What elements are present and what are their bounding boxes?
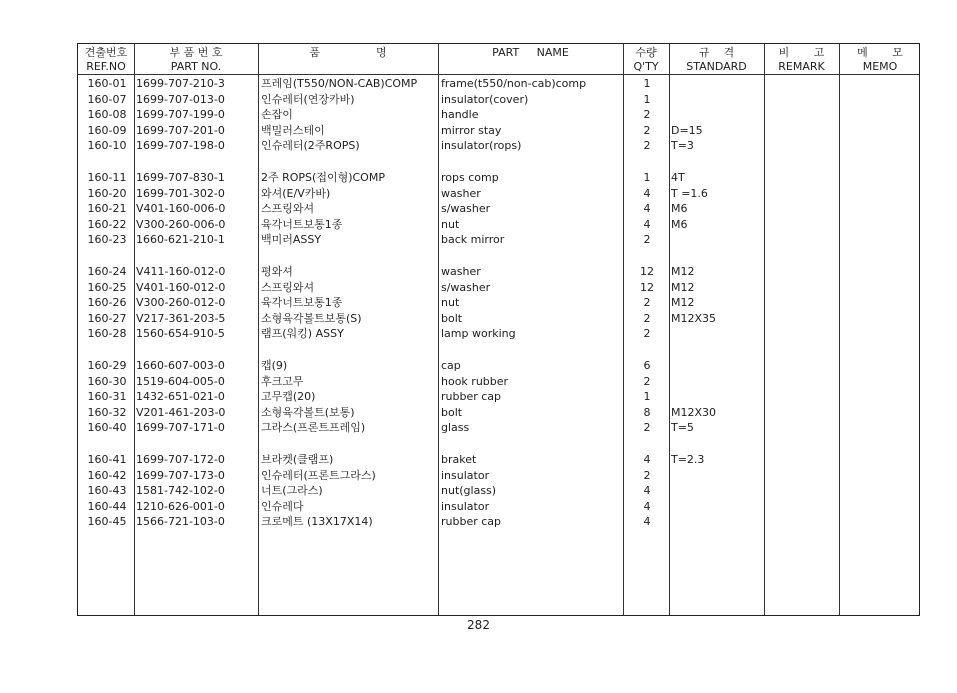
part-name-cell: braket — [441, 453, 477, 466]
korean-name-cell: 소형육각볼트보통(S) — [261, 311, 362, 325]
ref-no-cell: 160-11 — [87, 171, 127, 184]
korean-name-cell: 고무캡(20) — [261, 390, 316, 404]
column-divider — [438, 44, 439, 615]
standard-cell: M12 — [671, 280, 695, 294]
part-name-cell: bolt — [441, 405, 463, 419]
quantity-cell: 2 — [643, 139, 651, 153]
standard-cell: 4T — [671, 171, 685, 184]
part-name-cell: rubber cap — [441, 515, 502, 529]
part-name-cell: glass — [441, 421, 470, 435]
column-divider — [258, 44, 259, 615]
part-name-cell: nut — [441, 296, 460, 310]
part-name-cell: insulator — [441, 468, 490, 482]
standard-cell: M12X35 — [671, 311, 717, 325]
quantity-cell: 4 — [643, 515, 651, 529]
standard-cell: M6 — [671, 202, 688, 216]
part-name-cell: rops comp — [441, 171, 499, 184]
part-name-cell: s/washer — [441, 202, 491, 216]
part-number-cell: 1699-707-210-3 — [136, 77, 225, 90]
korean-name-cell: 프레임(T550/NON-CAB)COMP — [261, 77, 418, 90]
part-name-cell: washer — [441, 186, 481, 200]
standard-cell: T=3 — [671, 139, 694, 153]
quantity-cell: 2 — [643, 296, 651, 310]
ref-no-cell: 160-29 — [87, 359, 127, 372]
korean-name-cell: 캡(9) — [261, 359, 288, 372]
part-number-cell: V401-160-006-0 — [136, 202, 226, 216]
header-korean-name: 품 명 — [309, 46, 387, 59]
quantity-cell: 2 — [643, 421, 651, 435]
part-number-cell: V217-361-203-5 — [136, 311, 226, 325]
ref-no-cell: 160-09 — [87, 123, 127, 137]
standard-cell: T=5 — [671, 421, 694, 435]
korean-name-cell: 손잡이 — [261, 108, 293, 122]
part-number-cell: V300-260-006-0 — [136, 217, 226, 231]
quantity-cell: 2 — [643, 233, 651, 247]
ref-no-cell: 160-41 — [87, 453, 127, 466]
part-name-cell: lamp working — [441, 327, 516, 341]
korean-name-cell: 인슈레터(프론트그라스) — [261, 468, 376, 482]
korean-name-cell: 백밀러스테이 — [261, 123, 325, 137]
korean-name-cell: 2주 ROPS(접이형)COMP — [261, 171, 385, 184]
ref-no-cell: 160-27 — [87, 311, 127, 325]
quantity-cell: 4 — [643, 499, 651, 513]
header-memo-en: MEMO — [862, 60, 898, 73]
header-part-en: PART NO. — [170, 60, 222, 73]
standard-cell: D=15 — [671, 123, 703, 137]
header-part-ko: 부 품 번 호 — [169, 46, 223, 59]
part-name-cell: insulator(cover) — [441, 92, 529, 106]
header-remark-en: REMARK — [778, 60, 825, 73]
header-standard-en: STANDARD — [686, 60, 747, 73]
header-qty-en: Q'TY — [633, 60, 659, 73]
quantity-cell: 4 — [643, 186, 651, 200]
quantity-cell: 4 — [643, 217, 651, 231]
part-name-cell: hook rubber — [441, 374, 509, 388]
part-name-cell: bolt — [441, 311, 463, 325]
part-number-cell: 1699-707-201-0 — [136, 123, 225, 137]
quantity-cell: 2 — [643, 311, 651, 325]
korean-name-cell: 후크고무 — [261, 374, 304, 388]
part-name-cell: cap — [441, 359, 461, 372]
column-divider — [839, 44, 840, 615]
ref-no-cell: 160-08 — [87, 108, 127, 122]
korean-name-cell: 인슈레다 — [261, 499, 304, 513]
ref-no-cell: 160-23 — [87, 233, 127, 247]
header-ref-ko: 견출번호 — [84, 46, 128, 59]
ref-no-cell: 160-22 — [87, 217, 127, 231]
header-standard-ko: 규 격 — [698, 46, 735, 59]
quantity-cell: 1 — [643, 171, 651, 184]
ref-no-cell: 160-07 — [87, 92, 127, 106]
standard-cell: T=2.3 — [671, 453, 705, 466]
part-name-cell: insulator(rops) — [441, 139, 522, 153]
quantity-cell: 2 — [643, 123, 651, 137]
quantity-cell: 6 — [643, 359, 651, 372]
quantity-cell: 1 — [643, 77, 651, 90]
quantity-cell: 2 — [643, 327, 651, 341]
korean-name-cell: 스프링와셔 — [261, 202, 315, 216]
korean-name-cell: 와셔(E/V카바) — [261, 186, 331, 200]
part-number-cell: 1566-721-103-0 — [136, 515, 225, 529]
ref-no-cell: 160-31 — [87, 390, 127, 404]
ref-no-cell: 160-30 — [87, 374, 127, 388]
korean-name-cell: 그라스(프론트프레임) — [261, 421, 366, 435]
standard-cell: T =1.6 — [671, 186, 708, 200]
ref-no-cell: 160-42 — [87, 468, 127, 482]
korean-name-cell: 램프(워킹) ASSY — [261, 327, 344, 341]
quantity-cell: 4 — [643, 453, 651, 466]
part-number-cell: 1581-742-102-0 — [136, 484, 225, 498]
part-number-cell: 1699-701-302-0 — [136, 186, 225, 200]
header-memo-ko: 메 모 — [857, 46, 903, 59]
page-number: 282 — [467, 618, 490, 632]
part-number-cell: 1432-651-021-0 — [136, 390, 225, 404]
ref-no-cell: 160-40 — [87, 421, 127, 435]
korean-name-cell: 브라켓(클램프) — [261, 453, 334, 466]
header-divider — [78, 74, 919, 75]
ref-no-cell: 160-10 — [87, 139, 127, 153]
standard-cell: M12 — [671, 296, 695, 310]
ref-no-cell: 160-44 — [87, 499, 127, 513]
ref-no-cell: 160-25 — [87, 280, 127, 294]
korean-name-cell: 크로메트 (13X17X14) — [261, 515, 373, 529]
quantity-cell: 2 — [643, 468, 651, 482]
part-name-cell: nut(glass) — [441, 484, 497, 498]
part-name-cell: back mirror — [441, 233, 505, 247]
part-name-cell: rubber cap — [441, 390, 502, 404]
korean-name-cell: 너트(그라스) — [261, 484, 323, 498]
korean-name-cell: 스프링와셔 — [261, 280, 315, 294]
quantity-cell: 4 — [643, 202, 651, 216]
header-remark-ko: 비 고 — [778, 46, 825, 59]
quantity-cell: 12 — [640, 280, 654, 294]
part-number-cell: 1699-707-830-1 — [136, 171, 225, 184]
korean-name-cell: 평와셔 — [261, 265, 293, 278]
ref-no-cell: 160-26 — [87, 296, 127, 310]
parts-table — [77, 43, 920, 616]
part-number-cell: V401-160-012-0 — [136, 280, 226, 294]
part-name-cell: insulator — [441, 499, 490, 513]
ref-no-cell: 160-01 — [87, 77, 127, 90]
part-number-cell: 1699-707-199-0 — [136, 108, 225, 122]
part-number-cell: 1210-626-001-0 — [136, 499, 225, 513]
part-number-cell: 1699-707-013-0 — [136, 92, 225, 106]
column-divider — [764, 44, 765, 615]
part-number-cell: V201-461-203-0 — [136, 405, 226, 419]
korean-name-cell: 인슈레터(연장카바) — [261, 92, 355, 106]
part-name-cell: handle — [441, 108, 479, 122]
part-number-cell: 1699-707-198-0 — [136, 139, 225, 153]
quantity-cell: 8 — [643, 405, 651, 419]
quantity-cell: 2 — [643, 374, 651, 388]
part-name-cell: nut — [441, 217, 460, 231]
korean-name-cell: 육각너트보통1종 — [261, 296, 343, 310]
part-name-cell: washer — [441, 265, 481, 278]
standard-cell: M12 — [671, 265, 695, 278]
korean-name-cell: 백미러ASSY — [261, 233, 322, 247]
part-number-cell: 1660-621-210-1 — [136, 233, 225, 247]
ref-no-cell: 160-20 — [87, 186, 127, 200]
ref-no-cell: 160-21 — [87, 202, 127, 216]
part-number-cell: 1519-604-005-0 — [136, 374, 225, 388]
ref-no-cell: 160-32 — [87, 405, 127, 419]
part-number-cell: 1699-707-172-0 — [136, 453, 225, 466]
part-name-cell: s/washer — [441, 280, 491, 294]
quantity-cell: 2 — [643, 108, 651, 122]
part-name-cell: mirror stay — [441, 123, 502, 137]
standard-cell: M12X30 — [671, 405, 717, 419]
quantity-cell: 1 — [643, 92, 651, 106]
quantity-cell: 1 — [643, 390, 651, 404]
part-number-cell: 1699-707-173-0 — [136, 468, 225, 482]
column-divider — [669, 44, 670, 615]
korean-name-cell: 소형육각볼트(보통) — [261, 405, 355, 419]
standard-cell: M6 — [671, 217, 688, 231]
korean-name-cell: 육각너트보통1종 — [261, 217, 343, 231]
header-qty-ko: 수량 — [635, 46, 657, 59]
part-number-cell: V300-260-012-0 — [136, 296, 226, 310]
ref-no-cell: 160-43 — [87, 484, 127, 498]
quantity-cell: 4 — [643, 484, 651, 498]
column-divider — [623, 44, 624, 615]
part-number-cell: V411-160-012-0 — [136, 265, 226, 278]
part-name-cell: frame(t550/non-cab)comp — [441, 77, 587, 90]
ref-no-cell: 160-45 — [87, 515, 127, 529]
part-number-cell: 1560-654-910-5 — [136, 327, 225, 341]
korean-name-cell: 인슈레터(2주ROPS) — [261, 139, 360, 153]
ref-no-cell: 160-24 — [87, 265, 127, 278]
header-part-name: PART NAME — [492, 46, 569, 59]
column-divider — [134, 44, 135, 615]
quantity-cell: 12 — [640, 265, 654, 278]
ref-no-cell: 160-28 — [87, 327, 127, 341]
part-number-cell: 1699-707-171-0 — [136, 421, 225, 435]
header-ref-en: REF.NO — [86, 60, 126, 73]
part-number-cell: 1660-607-003-0 — [136, 359, 225, 372]
